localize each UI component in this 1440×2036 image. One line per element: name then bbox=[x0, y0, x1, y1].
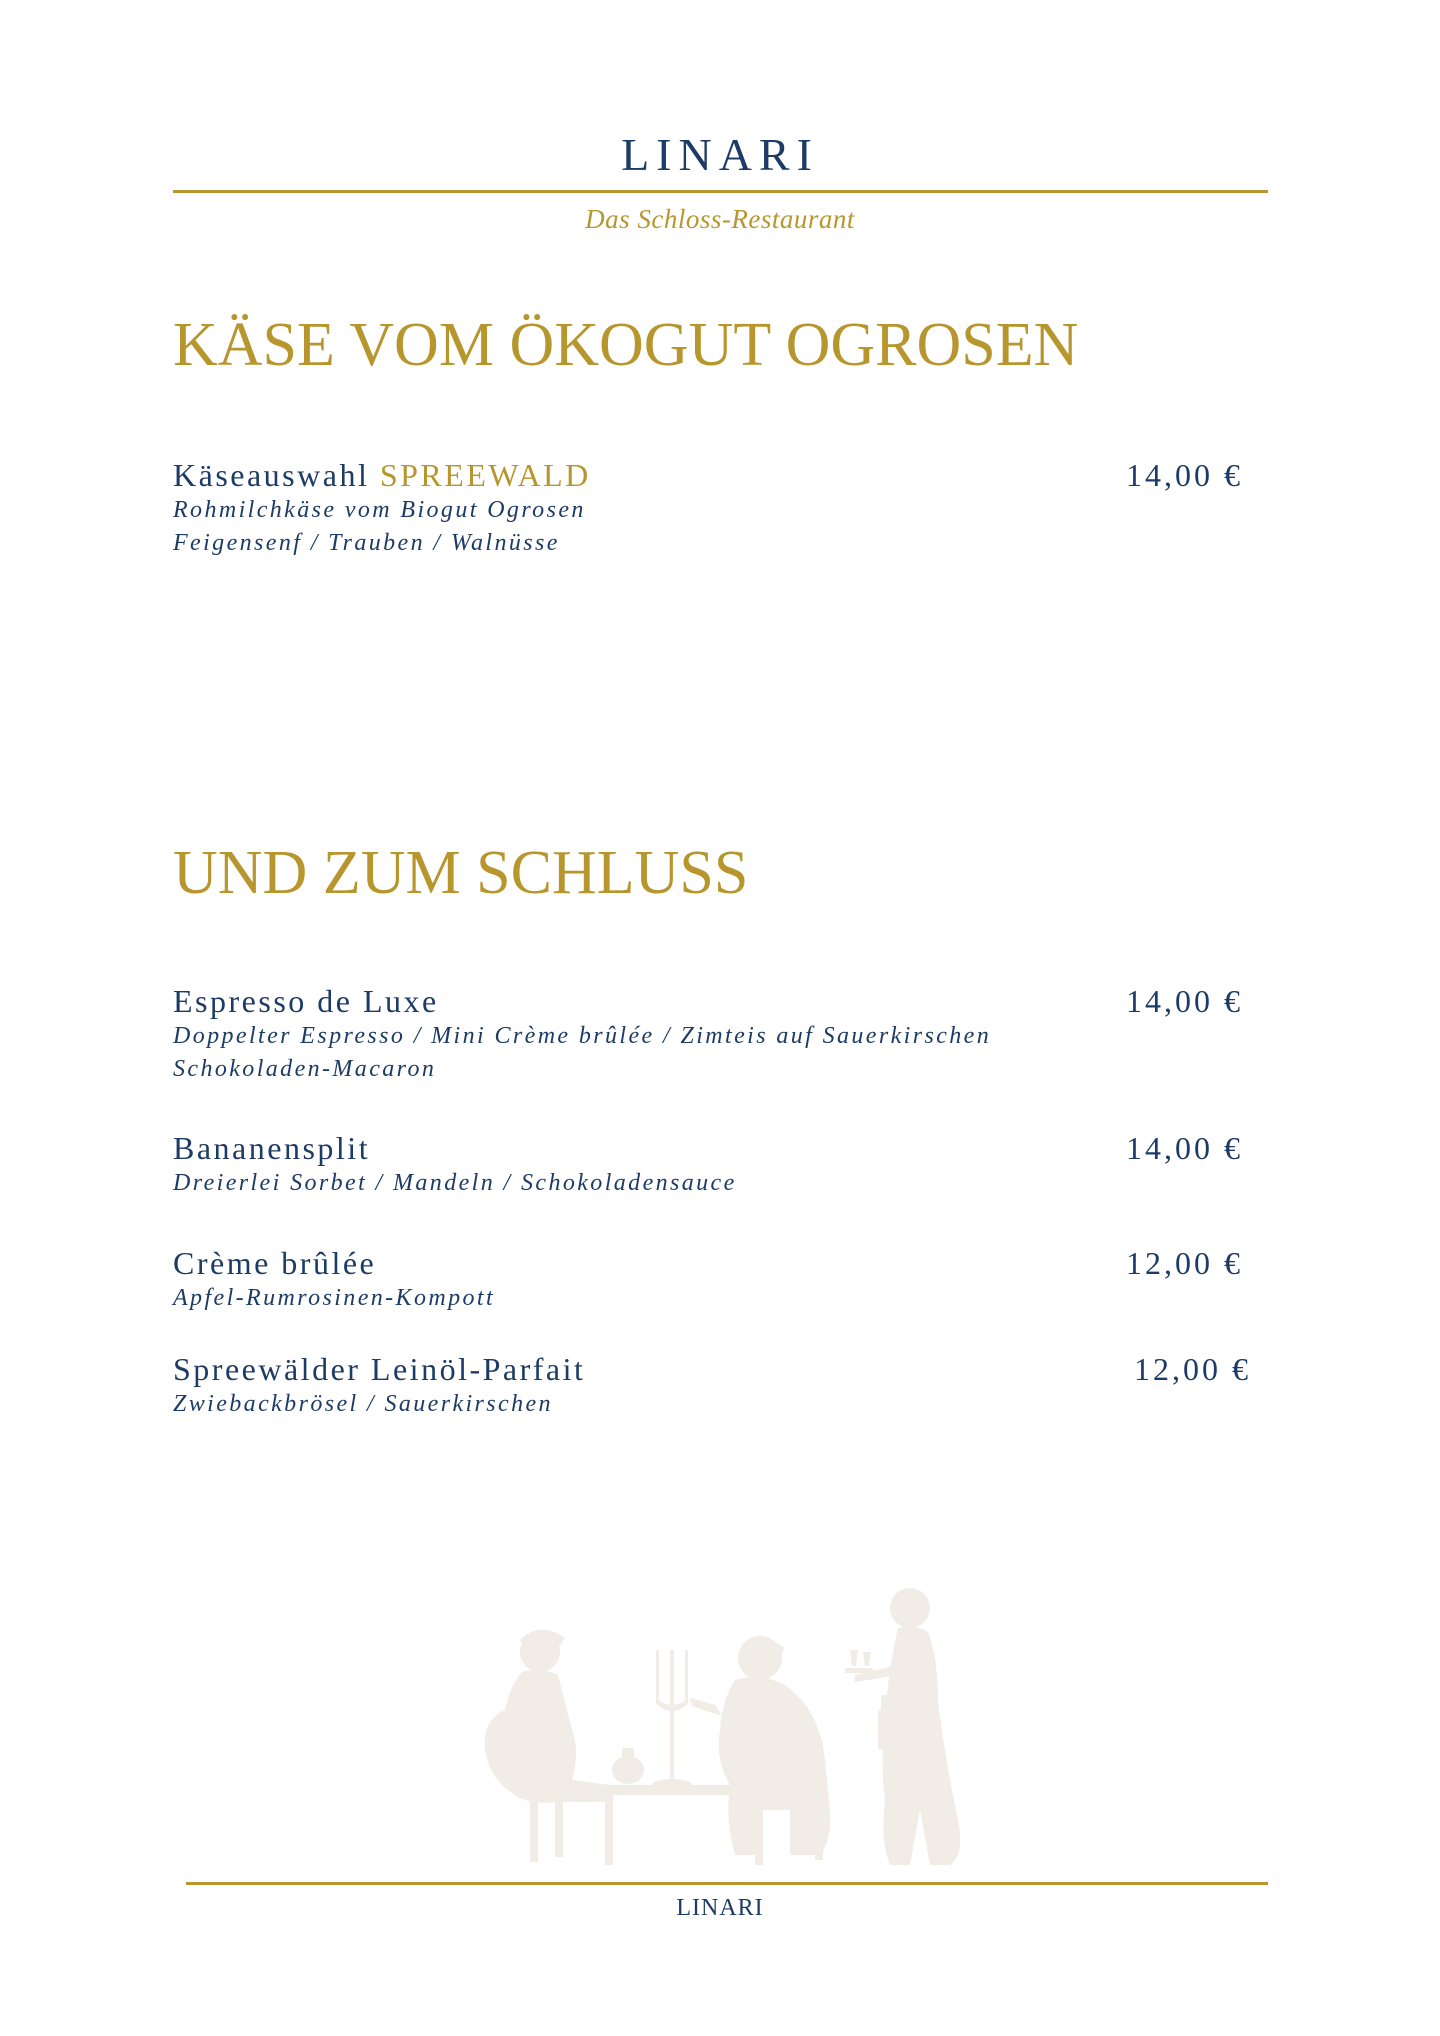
menu-item-name: Espresso de Luxe bbox=[173, 983, 439, 1019]
menu-item-description: Apfel-Rumrosinen-Kompott bbox=[173, 1285, 496, 1311]
restaurant-subtitle: Das Schloss-Restaurant bbox=[585, 204, 855, 234]
footer-restaurant-name: LINARI bbox=[676, 1895, 764, 1921]
menu-item-price: 12,00 € bbox=[1126, 1245, 1243, 1281]
menu-item-description: Zwiebackbrösel / Sauerkirschen bbox=[173, 1391, 553, 1417]
menu-item-price: 14,00 € bbox=[1126, 983, 1243, 1019]
menu-item-name: Bananensplit bbox=[173, 1130, 371, 1166]
menu-item-name: Crème brûlée bbox=[173, 1245, 377, 1281]
menu-item-description: Rohmilchkäse vom Biogut Ogrosen bbox=[173, 497, 586, 523]
header-divider bbox=[173, 190, 1268, 193]
menu-item-name: Spreewälder Leinöl-Parfait bbox=[173, 1351, 586, 1387]
menu-item-price: 12,00 € bbox=[1134, 1351, 1251, 1387]
menu-item-description: Doppelter Espresso / Mini Crème brûlée / Zimteis auf Sauerkirschen bbox=[173, 1023, 992, 1049]
menu-item-name-accent: SPREEWALD bbox=[379, 457, 591, 493]
footer-divider bbox=[186, 1882, 1268, 1885]
menu-item-description: Schokoladen-Macaron bbox=[173, 1056, 437, 1082]
dining-scene-silhouette-icon bbox=[460, 1580, 980, 1880]
menu-item-name-main: Käseauswahl bbox=[173, 457, 370, 493]
menu-item-name bbox=[173, 456, 1253, 494]
section-title-cheese: KÄSE VOM ÖKOGUT OGROSEN bbox=[173, 311, 1079, 379]
menu-item bbox=[173, 1350, 1253, 1421]
menu-item bbox=[173, 1129, 1253, 1200]
restaurant-name: LINARI bbox=[621, 129, 819, 180]
menu-item bbox=[173, 982, 1253, 1086]
menu-item-description: Dreierlei Sorbet / Mandeln / Schokoladensauce bbox=[173, 1170, 737, 1196]
menu-item bbox=[173, 1244, 1253, 1315]
menu-item bbox=[173, 456, 1253, 560]
menu-item-price: 14,00 € bbox=[1126, 457, 1243, 493]
menu-item-description: Feigensenf / Trauben / Walnüsse bbox=[173, 530, 560, 556]
section-title-dessert: UND ZUM SCHLUSS bbox=[173, 839, 749, 907]
menu-item-price: 14,00 € bbox=[1126, 1130, 1243, 1166]
